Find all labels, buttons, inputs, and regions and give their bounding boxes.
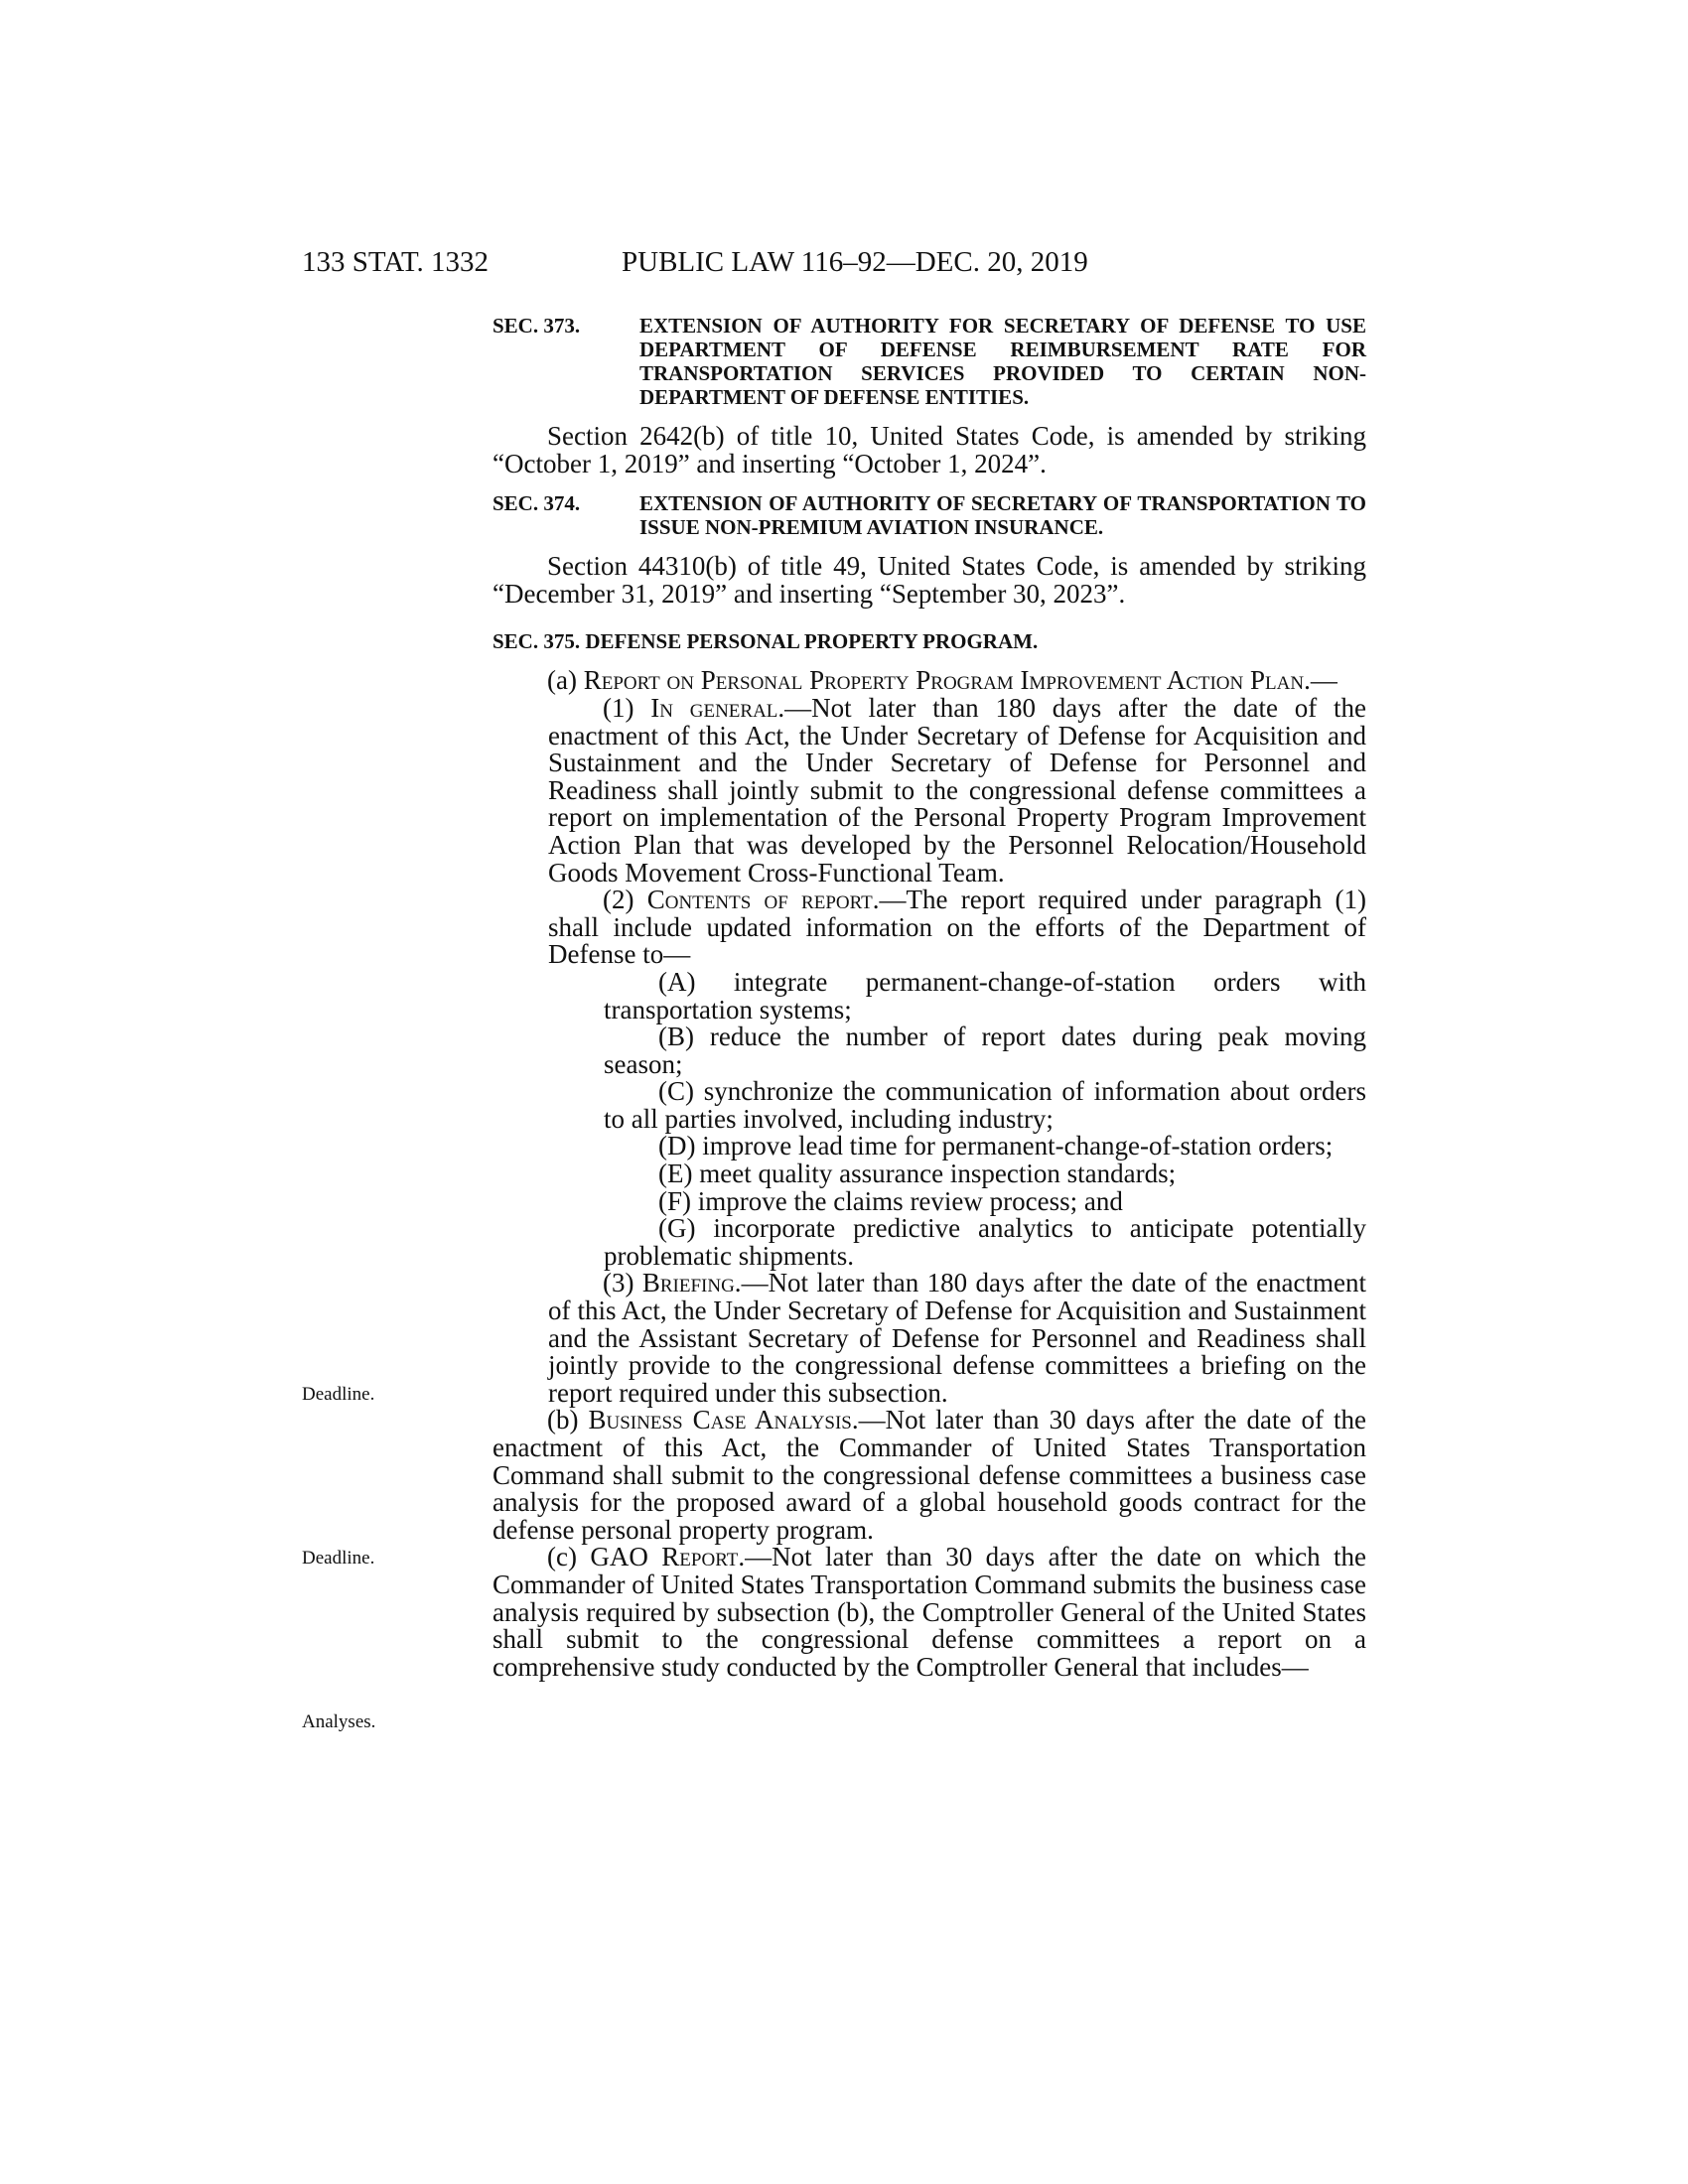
sec-373-body: Section 2642(b) of title 10, United States Code, is amended by striking “October 1, 2019” and inserting “October 1, 2024”. [492,421,1366,478]
sec-375-number: SEC. 375. [492,629,581,654]
subsection-c-text: —Not later than 30 days after the date on which the Commander of United States Transportation Command submits the business case analysis required by subsection (b), the Comptroller General of the United States shall submit to the congressional defense committees a report on a comprehensive study conducted by the Comptroller General that includes— [492,1542,1366,1682]
sec-374-heading [492,491,1366,539]
subsection-c-label: (c) [547,1542,591,1572]
margin-note-deadline-1: Deadline. [302,1384,375,1405]
margin-note-deadline-2: Deadline. [302,1548,375,1569]
list-item-d: (D) improve lead time for permanent-change-of-station orders; [658,1131,1334,1161]
paragraph-a3-heading: Briefing. [641,1268,742,1298]
subsection-b-text: —Not later than 30 days after the date of the enactment of this Act, the Commander of United States Transportation Command shall submit to the congressional defense committees a business case analysis for the proposed award of a global household goods contract for the defense personal property program. [492,1405,1366,1545]
list-item-a: (A) integrate permanent-change-of-station orders with transportation systems; [604,966,1366,1024]
paragraph-a3-text: —Not later than 180 days after the date of the enactment of this Act, the Under Secretary of Defense for Acquisition and Sustainment and the Assistant Secretary of Defense for Personnel and Readiness shall jointly provide to the congressional defense committees a briefing on the report required under this subsection. [548,1268,1367,1408]
sec-373-number: SEC. 373. [492,314,581,338]
paragraph-a2 [492,887,1366,969]
sec-375-heading [492,629,1366,653]
sec-374-body: Section 44310(b) of title 49, United States Code, is amended by striking “December 31, 2019” and inserting “September 30, 2023”. [492,551,1366,609]
public-law-running-head: PUBLIC LAW 116–92—DEC. 20, 2019 [622,246,1088,278]
paragraph-a3-label: (3) [603,1268,642,1298]
subsection-a [492,667,1366,695]
sec-375-title: DEFENSE PERSONAL PROPERTY PROGRAM. [585,629,1039,654]
document-body [492,314,1366,1681]
paragraph-a2-label: (2) [603,885,647,915]
list-item-g: (G) incorporate predictive analytics to anticipate potentially problematic shipments. [604,1213,1366,1271]
list-item-f: (F) improve the claims review process; and [658,1185,1123,1216]
sec-373-title: EXTENSION OF AUTHORITY FOR SECRETARY OF DEFENSE TO USE DEPARTMENT OF DEFENSE REIMBURSEMENT RATE FOR TRANSPORTATION SERVICES PROVIDED TO CERTAIN NON-DEPARTMENT OF DEFENSE ENTITIES. [639,314,1366,409]
subsection-c-heading: GAO Report. [590,1542,746,1572]
paragraph-a1-text: —Not later than 180 days after the date of the enactment of this Act, the Under Secretary of Defense for Acquisition and Sustainment and the Under Secretary of Defense for Personnel and Readiness shall jointly submit to the congressional defense committees a report on implementation of the Personal Property Program Improvement Action Plan that was developed by the Personnel Relocation/Household Goods Movement Cross-Functional Team. [548,692,1366,887]
list-item-e: (E) meet quality assurance inspection standards; [658,1159,1177,1189]
list-item-b: (B) reduce the number of report dates during peak moving season; [604,1022,1366,1079]
subsection-b-heading: Business Case Analysis. [588,1405,859,1435]
paragraph-a1-label: (1) [603,692,651,723]
sec-373-heading [492,314,1366,409]
subsection-b-label: (b) [547,1405,589,1435]
sec-374-number: SEC. 374. [492,491,581,516]
subsection-a-heading: Report on Personal Property Program Improvement Action Plan.— [583,665,1337,696]
paragraph-a1 [492,692,1366,887]
paragraph-a2-heading: Contents of report. [646,885,880,915]
statute-page-number: 133 STAT. 1332 [302,246,490,278]
paragraph-a2-text: —The report required under paragraph (1) shall include updated information on the efforts of the Department of Defense to— [548,885,1366,970]
sec-374-title: EXTENSION OF AUTHORITY OF SECRETARY OF TRANSPORTATION TO ISSUE NON-PREMIUM AVIATION INSURANCE. [639,491,1366,540]
paragraph-a1-heading: In general. [650,692,785,723]
subsection-c [492,1544,1366,1681]
paragraph-a3 [492,1270,1366,1407]
list-item-c: (C) synchronize the communication of information about orders to all parties involved, including industry; [604,1076,1366,1134]
subsection-b [492,1407,1366,1544]
margin-note-analyses: Analyses. [302,1711,376,1732]
subsection-a-label: (a) [547,665,584,696]
page-header [302,246,1366,286]
